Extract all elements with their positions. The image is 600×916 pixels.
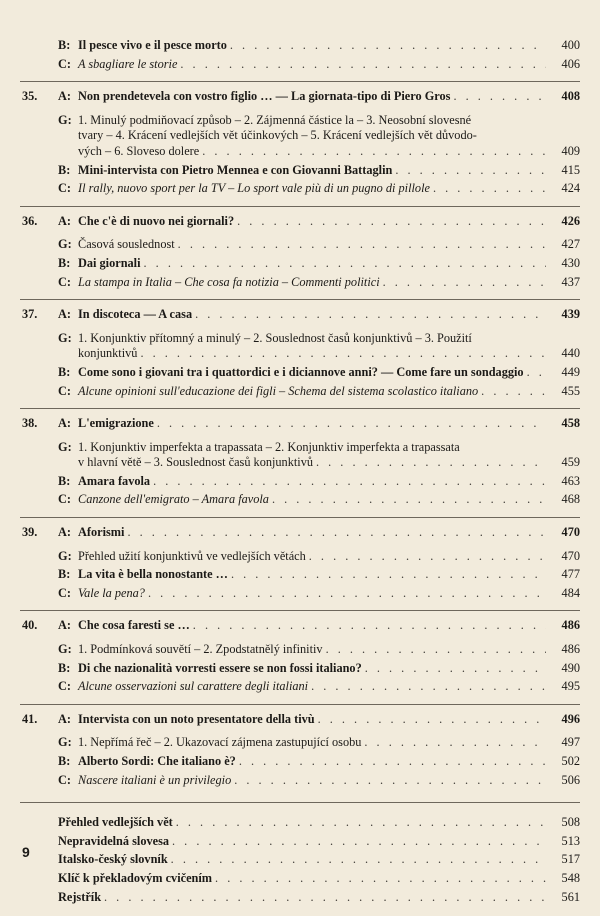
page-reference: 439 xyxy=(561,307,580,322)
entry-title: Přehled užití konjunktivů ve vedlejších větách xyxy=(78,548,306,563)
section-letter: G: xyxy=(58,548,72,563)
entry-line xyxy=(78,163,546,179)
page-reference: 440 xyxy=(561,346,580,361)
entry-line xyxy=(78,128,546,144)
section-letter: B: xyxy=(58,162,71,177)
entry-line xyxy=(78,492,546,508)
page-reference: 400 xyxy=(561,38,580,52)
section-letter: A: xyxy=(58,711,71,726)
entry-title: Alcune osservazioni sul carattere degli italiani xyxy=(78,679,309,694)
page-reference: 477 xyxy=(561,567,580,582)
chapter-block xyxy=(20,610,580,694)
section-letter: B: xyxy=(58,660,71,675)
entry-title: Il rally, nuovo sport per la TV – Lo sport vale più di un pugno di pillole xyxy=(78,181,430,196)
dot-leader xyxy=(395,163,546,179)
dot-leader xyxy=(144,256,546,272)
entry-title: Alberto Sordi: Che italiano è? xyxy=(78,754,236,768)
dot-leader xyxy=(202,144,546,160)
section-letter: C: xyxy=(58,274,71,289)
entry-title: vých – 6. Sloveso dolere xyxy=(78,143,200,158)
appendix-title: Italsko-český slovník xyxy=(58,852,168,867)
entry-title: 1. Nepřímá řeč – 2. Ukazovací zájmena zastupující osobu xyxy=(78,735,362,750)
toc-entry xyxy=(20,712,580,728)
section-letter: G: xyxy=(58,237,72,252)
entry-line xyxy=(78,549,546,565)
appendix-list xyxy=(20,802,580,905)
entry-line xyxy=(78,181,546,197)
chapter-block xyxy=(20,408,580,508)
entry-line xyxy=(78,144,546,160)
entry-title: Alcune opinioni sull'educazione dei figli – Schema del sistema scolastico italiano xyxy=(78,383,479,398)
entry-line xyxy=(78,346,546,362)
page-reference: 427 xyxy=(561,237,580,252)
entry-title: Časová souslednost xyxy=(78,237,175,252)
entry-title: La stampa in Italia – Che cosa fa notizia – Commenti politici xyxy=(78,274,380,289)
appendix-title: Klíč k překladovým cvičením xyxy=(58,870,213,885)
page-reference: 508 xyxy=(561,815,580,830)
toc-entry xyxy=(20,256,580,272)
entry-line xyxy=(58,890,546,906)
entry-title: Mini-intervista con Pietro Mennea e con Giovanni Battaglin xyxy=(78,162,393,177)
entry-line xyxy=(78,754,546,770)
page-reference: 497 xyxy=(561,735,580,750)
entry-title: Non prendetevela con vostro figlio … — La giornata-tipo di Piero Gros xyxy=(78,89,451,104)
entry-title: 1. Minulý podmiňovací způsob – 2. Zájmenná částice la – 3. Neosobní slovesné xyxy=(78,112,472,127)
dot-leader xyxy=(318,712,546,728)
page-reference: 437 xyxy=(561,274,580,289)
dot-leader xyxy=(180,57,546,73)
page-reference: 496 xyxy=(561,711,580,726)
section-letter: A: xyxy=(58,416,71,431)
chapter-block xyxy=(20,38,580,72)
toc-entry xyxy=(20,275,580,291)
dot-leader xyxy=(172,834,546,850)
page-reference: 430 xyxy=(561,255,580,270)
dot-leader xyxy=(527,365,546,381)
appendix-entry xyxy=(20,852,580,868)
toc-entry xyxy=(20,181,580,197)
dot-leader xyxy=(316,455,546,471)
entry-title: Aforismi xyxy=(78,525,125,540)
table-of-contents xyxy=(20,38,580,905)
dot-leader xyxy=(215,871,546,887)
dot-leader xyxy=(157,416,546,432)
chapter-block xyxy=(20,81,580,197)
chapter-block xyxy=(20,299,580,399)
appendix-entry xyxy=(20,890,580,906)
toc-entry xyxy=(20,307,580,323)
page-reference: 455 xyxy=(561,383,580,398)
entry-title: A sbagliare le storie xyxy=(78,56,178,71)
dot-leader xyxy=(365,661,546,677)
page-reference: 408 xyxy=(561,89,580,104)
dot-leader xyxy=(453,89,546,105)
dot-leader xyxy=(364,735,546,751)
page-reference: 486 xyxy=(561,618,580,633)
toc-entry xyxy=(20,642,580,658)
section-letter: C: xyxy=(58,492,71,507)
toc-entry xyxy=(20,440,580,471)
entry-title: Come sono i giovani tra i quattordici e i diciannove anni? — Come fare un sondaggio xyxy=(78,364,524,379)
section-letter: G: xyxy=(58,112,72,127)
entry-title: Amara favola xyxy=(78,473,151,488)
appendix-entry xyxy=(20,834,580,850)
entry-title: konjunktivů xyxy=(78,346,138,361)
page-reference: 484 xyxy=(561,585,580,600)
section-letter: C: xyxy=(58,383,71,398)
chapter-number: 39. xyxy=(22,525,38,540)
entry-title: Che c'è di nuovo nei giornali? xyxy=(78,213,235,228)
entry-line xyxy=(78,256,546,272)
toc-entry xyxy=(20,89,580,105)
entry-title: Dai giornali xyxy=(78,255,141,270)
dot-leader xyxy=(234,773,546,789)
toc-entry xyxy=(20,113,580,160)
toc-entry xyxy=(20,214,580,230)
entry-title: L'emigrazione xyxy=(78,416,154,431)
entry-title: Il pesce vivo e il pesce morto xyxy=(78,38,227,52)
dot-leader xyxy=(231,567,546,583)
entry-line xyxy=(78,113,546,129)
section-letter: G: xyxy=(58,642,72,657)
dot-leader xyxy=(230,38,546,54)
toc-entry xyxy=(20,163,580,179)
page-number: 9 xyxy=(22,844,30,860)
dot-leader xyxy=(195,307,546,323)
toc-entry xyxy=(20,735,580,751)
toc-entry xyxy=(20,57,580,73)
page-reference: 470 xyxy=(561,525,580,540)
section-letter: A: xyxy=(58,89,71,104)
entry-line xyxy=(78,365,546,381)
page-reference: 490 xyxy=(561,660,580,675)
entry-line xyxy=(78,618,546,634)
section-letter: B: xyxy=(58,38,71,52)
section-letter: B: xyxy=(58,364,71,379)
entry-title: v hlavní větě – 3. Souslednost časů konjunktivů xyxy=(78,455,313,470)
dot-leader xyxy=(127,525,546,541)
toc-entry xyxy=(20,492,580,508)
page-reference: 459 xyxy=(561,455,580,470)
toc-entry xyxy=(20,365,580,381)
chapter-block xyxy=(20,517,580,601)
entry-line xyxy=(78,455,546,471)
entry-line xyxy=(78,331,546,347)
section-letter: G: xyxy=(58,330,72,345)
section-letter: A: xyxy=(58,525,71,540)
entry-title: Che cosa faresti se … xyxy=(78,618,190,633)
chapter-number: 40. xyxy=(22,618,38,633)
toc-entry xyxy=(20,525,580,541)
entry-title: 1. Konjunktiv přítomný a minulý – 2. Souslednost časů konjunktivů – 3. Použití xyxy=(78,330,472,345)
entry-line xyxy=(58,852,546,868)
appendix-title: Nepravidelná slovesa xyxy=(58,833,170,848)
section-letter: C: xyxy=(58,181,71,196)
section-letter: C: xyxy=(58,56,71,71)
appendix-title: Přehled vedlejších vět xyxy=(58,815,173,830)
entry-line xyxy=(78,275,546,291)
entry-title: Vale la pena? xyxy=(78,585,145,600)
chapter-number: 37. xyxy=(22,307,38,322)
dot-leader xyxy=(176,815,546,831)
section-letter: A: xyxy=(58,307,71,322)
section-letter: B: xyxy=(58,567,71,582)
page-reference: 426 xyxy=(561,213,580,228)
toc-entry xyxy=(20,754,580,770)
entry-line xyxy=(78,57,546,73)
page-reference: 463 xyxy=(561,473,580,488)
entry-title: Canzone dell'emigrato – Amara favola xyxy=(78,492,269,507)
entry-title: Di che nazionalità vorresti essere se non fossi italiano? xyxy=(78,660,362,675)
entry-title: Nascere italiani è un privilegio xyxy=(78,772,232,787)
section-letter: B: xyxy=(58,255,71,270)
section-letter: A: xyxy=(58,213,71,228)
toc-entry xyxy=(20,567,580,583)
toc-entry xyxy=(20,661,580,677)
page-reference: 548 xyxy=(561,870,580,885)
toc-entry xyxy=(20,416,580,432)
page-reference: 561 xyxy=(561,889,580,904)
section-letter: B: xyxy=(58,754,71,768)
toc-entry xyxy=(20,773,580,789)
page-reference: 506 xyxy=(561,772,580,787)
chapter-block xyxy=(20,206,580,290)
section-letter: C: xyxy=(58,679,71,694)
toc-entry xyxy=(20,384,580,400)
page-reference: 517 xyxy=(561,852,580,867)
section-letter: C: xyxy=(58,772,71,787)
section-letter: A: xyxy=(58,618,71,633)
toc-entry xyxy=(20,679,580,695)
entry-line xyxy=(58,871,546,887)
chapter-number: 41. xyxy=(22,711,38,726)
entry-title: tvary – 4. Krácení vedlejších vět účinkových – 5. Krácení vedlejších vět důvodo- xyxy=(78,128,477,143)
entry-title: Intervista con un noto presentatore della tivù xyxy=(78,711,315,726)
entry-line xyxy=(78,474,546,490)
dot-leader xyxy=(171,852,546,868)
dot-leader xyxy=(309,549,546,565)
page-reference: 409 xyxy=(561,143,580,158)
entry-line xyxy=(78,38,546,54)
page-reference: 449 xyxy=(561,364,580,379)
dot-leader xyxy=(272,492,546,508)
entry-title: In discoteca — A casa xyxy=(78,307,193,322)
toc-entry xyxy=(20,331,580,362)
entry-title: 1. Podmínková souvětí – 2. Zpodstatnělý infinitiv xyxy=(78,642,323,657)
dot-leader xyxy=(326,642,546,658)
toc-entry xyxy=(20,38,580,54)
chapter-number: 36. xyxy=(22,213,38,228)
appendix-entry xyxy=(20,871,580,887)
dot-leader xyxy=(311,679,546,695)
entry-line xyxy=(78,773,546,789)
entry-line xyxy=(78,440,546,456)
appendix-entry xyxy=(20,815,580,831)
chapter-number: 35. xyxy=(22,89,38,104)
section-letter: G: xyxy=(58,439,72,454)
dot-leader xyxy=(178,237,546,253)
toc-entry xyxy=(20,586,580,602)
page-reference: 424 xyxy=(561,181,580,196)
section-letter: C: xyxy=(58,585,71,600)
toc-entry xyxy=(20,237,580,253)
dot-leader xyxy=(140,346,546,362)
dot-leader xyxy=(193,618,546,634)
toc-entry xyxy=(20,618,580,634)
page-reference: 458 xyxy=(561,416,580,431)
page-reference: 406 xyxy=(561,56,580,71)
section-letter: B: xyxy=(58,473,71,488)
toc-entry xyxy=(20,474,580,490)
entry-line xyxy=(78,586,546,602)
entry-line xyxy=(78,384,546,400)
entry-line xyxy=(78,567,546,583)
entry-line xyxy=(78,214,546,230)
entry-line xyxy=(78,642,546,658)
dot-leader xyxy=(481,384,546,400)
page-reference: 486 xyxy=(561,642,580,657)
dot-leader xyxy=(383,275,546,291)
page-reference: 468 xyxy=(561,492,580,507)
entry-title: La vita è bella nonostante … xyxy=(78,567,228,582)
dot-leader xyxy=(433,181,546,197)
entry-line xyxy=(78,735,546,751)
dot-leader xyxy=(148,586,546,602)
appendix-title: Rejstřík xyxy=(58,889,102,904)
dot-leader xyxy=(104,890,546,906)
entry-line xyxy=(78,679,546,695)
entry-line xyxy=(58,815,546,831)
entry-line xyxy=(78,661,546,677)
page-reference: 495 xyxy=(561,679,580,694)
dot-leader xyxy=(237,214,546,230)
page-reference: 513 xyxy=(561,833,580,848)
dot-leader xyxy=(239,754,546,770)
entry-line xyxy=(78,237,546,253)
entry-line xyxy=(78,307,546,323)
chapter-block xyxy=(20,704,580,788)
entry-line xyxy=(78,416,546,432)
entry-line xyxy=(78,89,546,105)
entry-line xyxy=(58,834,546,850)
entry-line xyxy=(78,525,546,541)
page-reference: 470 xyxy=(561,548,580,563)
chapter-number: 38. xyxy=(22,416,38,431)
entry-line xyxy=(78,712,546,728)
toc-entry xyxy=(20,549,580,565)
section-letter: G: xyxy=(58,735,72,750)
page-reference: 502 xyxy=(561,754,580,768)
dot-leader xyxy=(153,474,546,490)
entry-title: 1. Konjunktiv imperfekta a trapassata – 2. Konjunktiv imperfekta a trapassata xyxy=(78,439,460,454)
page-reference: 415 xyxy=(561,162,580,177)
